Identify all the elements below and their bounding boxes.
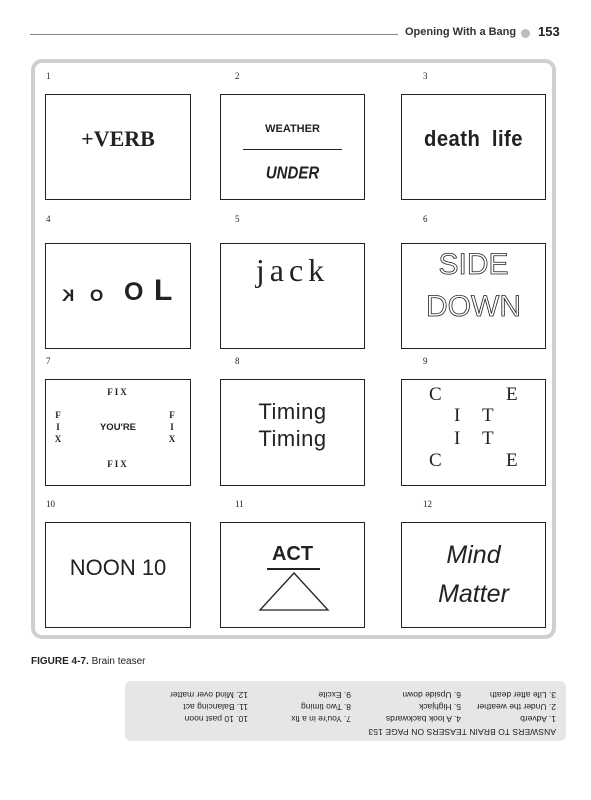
puzzle-box-2 <box>220 94 365 200</box>
puzzle-7-fix-bottom: FIX <box>107 459 129 469</box>
puzzle-6-top-text: SIDE <box>438 248 509 281</box>
puzzle-5-text: jack <box>255 252 330 288</box>
cell-number-3: 3 <box>423 71 428 81</box>
puzzle-box-12 <box>401 522 546 628</box>
cell-number-5: 5 <box>235 214 240 224</box>
answers-box <box>125 681 566 741</box>
puzzle-8-line-1: Timing <box>258 399 327 424</box>
puzzle-1-text: +VERB <box>81 126 155 151</box>
puzzle-8-line-2: Timing <box>258 426 327 451</box>
puzzle-box-10 <box>45 522 191 628</box>
answer-item-11: 11. Balancing act <box>183 702 248 712</box>
cell-number-1: 1 <box>46 71 51 81</box>
puzzle-4-letter-o1: O <box>90 286 104 305</box>
answer-item-4: 4. A look backwards <box>385 714 461 724</box>
header-rule <box>30 34 398 35</box>
answers-title: ANSWERS TO BRAIN TEASERS ON PAGE 153 <box>368 727 556 737</box>
puzzle-11-text: ACT <box>271 543 314 565</box>
puzzle-9-e-top: E <box>506 384 518 405</box>
cell-number-10: 10 <box>46 499 55 509</box>
answer-item-9: 9. Excite <box>318 690 351 700</box>
puzzle-9-t-2: T <box>482 428 494 449</box>
cell-number-11: 11 <box>235 499 244 509</box>
puzzle-11-triangle-icon <box>257 570 331 614</box>
puzzle-2-top-text: WEATHER <box>265 123 320 135</box>
puzzle-box-9 <box>401 379 546 486</box>
puzzle-7-fix-left: F I X <box>54 410 62 444</box>
puzzle-4-letter-k: K <box>62 286 75 305</box>
puzzle-7-fix-top: FIX <box>107 387 129 397</box>
puzzle-9-t-1: T <box>482 405 494 426</box>
puzzle-4-letter-o2: O <box>124 278 144 306</box>
cell-number-9: 9 <box>423 356 428 366</box>
running-header-title: Opening With a Bang <box>405 26 517 38</box>
puzzle-12-line-1: Mind <box>446 541 501 569</box>
puzzle-box-8 <box>220 379 365 486</box>
puzzle-box-3 <box>401 94 546 200</box>
answer-item-8: 8. Two timing <box>301 702 351 712</box>
puzzle-12-line-2: Matter <box>438 580 509 608</box>
header-bullet-icon <box>521 29 530 38</box>
puzzle-10-text: NOON 10 <box>69 555 167 580</box>
figure-caption-label: FIGURE 4-7. <box>31 656 89 667</box>
figure-caption-text: Brain teaser <box>91 656 146 667</box>
cell-number-6: 6 <box>423 214 428 224</box>
puzzle-3-text: death life <box>424 126 523 151</box>
answer-item-10: 10. 10 past noon <box>184 714 248 724</box>
answer-item-6: 6. Upside down <box>402 690 461 700</box>
puzzle-box-5 <box>220 243 365 349</box>
answer-item-12: 12. Mind over matter <box>170 690 248 700</box>
puzzle-4-letter-l: L <box>154 274 173 307</box>
puzzle-2-divider <box>243 149 342 150</box>
answer-item-1: 1. Adverb <box>520 714 556 724</box>
puzzle-box-6 <box>401 243 546 349</box>
answer-item-5: 5. Highjack <box>418 702 461 712</box>
page-number: 153 <box>538 24 560 39</box>
puzzle-box-7 <box>45 379 191 486</box>
cell-number-8: 8 <box>235 356 240 366</box>
answer-item-7: 7. You're in a fix <box>291 714 351 724</box>
puzzle-box-1 <box>45 94 191 200</box>
answer-item-2: 2. Under the weather <box>476 702 556 712</box>
answer-item-3: 3. Life after death <box>489 690 556 700</box>
cell-number-7: 7 <box>46 356 51 366</box>
puzzle-9-c-bottom: C <box>429 450 442 471</box>
puzzle-9-i-1: I <box>454 405 461 426</box>
cell-number-4: 4 <box>46 214 51 224</box>
puzzle-9-i-2: I <box>454 428 461 449</box>
puzzle-box-4 <box>45 243 191 349</box>
puzzle-7-center-text: YOU'RE <box>99 422 137 433</box>
puzzle-6-bottom-text: DOWN <box>426 290 521 323</box>
puzzle-box-11 <box>220 522 365 628</box>
figure-caption <box>31 656 146 667</box>
puzzle-7-fix-right: F I X <box>168 410 176 444</box>
cell-number-12: 12 <box>423 499 432 509</box>
puzzle-9-e-bottom: E <box>506 450 518 471</box>
cell-number-2: 2 <box>235 71 240 81</box>
puzzle-2-bottom-text: UNDER <box>265 163 320 184</box>
puzzle-9-c-top: C <box>429 384 442 405</box>
